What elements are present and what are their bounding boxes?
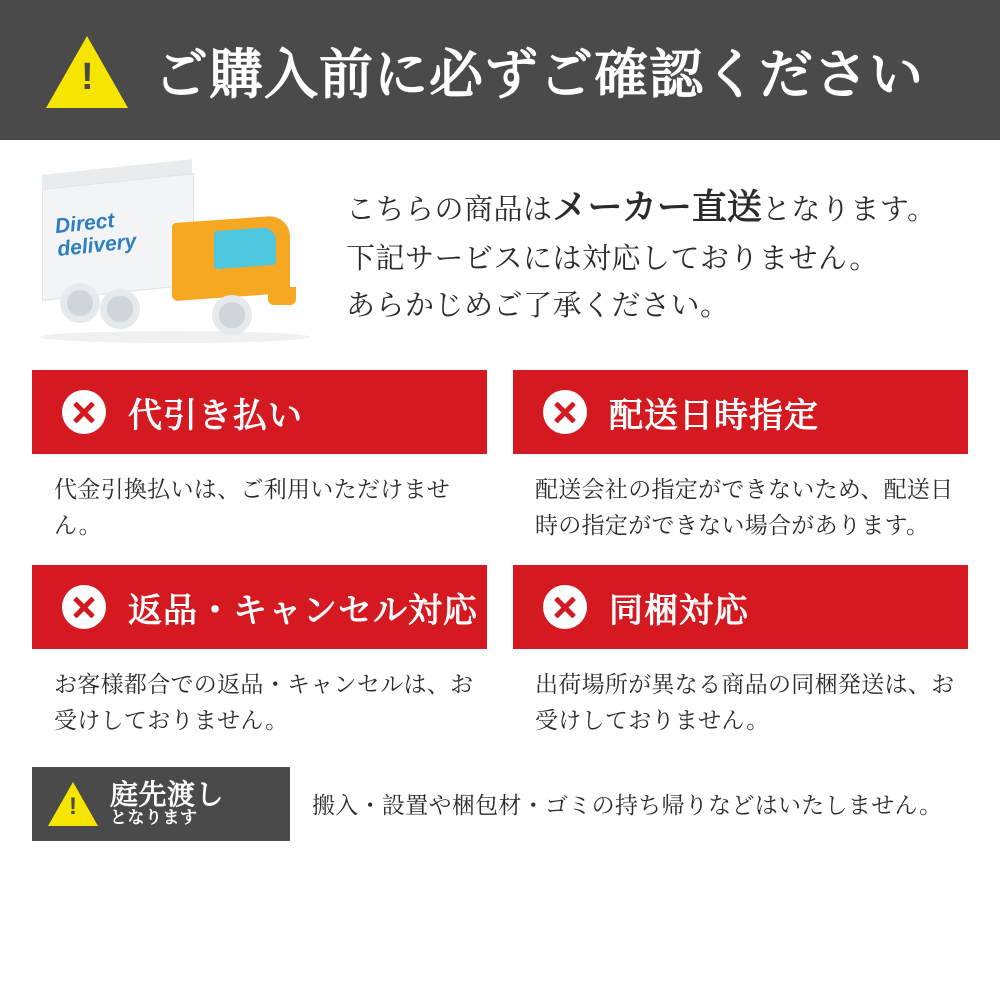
restriction-card: [513, 370, 968, 543]
footer-notice: [32, 767, 968, 841]
intro-text: [346, 180, 937, 331]
warning-triangle-icon: [46, 36, 128, 108]
footer-label-main: 庭先渡し: [110, 778, 225, 810]
intro-line1-suffix: となります。: [761, 193, 937, 226]
restriction-card-title: 同梱対応: [609, 591, 749, 630]
restriction-card-body: 出荷場所が異なる商品の同梱発送は、お受けしておりません。: [535, 671, 955, 733]
restriction-card-body: 代金引換払いは、ご利用いただけません。: [54, 476, 451, 538]
delivery-truck-icon: [32, 155, 332, 355]
truck-wheel: [60, 283, 100, 323]
page-header: [0, 0, 1000, 140]
footer-label-sub: となります: [110, 808, 198, 828]
restriction-card-header: [513, 565, 968, 649]
intro-line-1: [346, 180, 937, 237]
truck-bumper: [268, 287, 296, 305]
page-body: [0, 140, 1000, 1000]
warning-exclamation: !: [81, 56, 94, 98]
intro-section: [32, 140, 968, 370]
footer-label-block: [32, 767, 290, 841]
restriction-card: [32, 370, 487, 543]
restriction-card-body: 配送会社の指定ができないため、配送日時の指定ができない場合があります。: [535, 476, 954, 538]
truck-window: [214, 227, 276, 269]
circle-x-icon: [62, 390, 106, 434]
truck-wheel: [100, 289, 140, 329]
restriction-card-title: 代引き払い: [128, 396, 303, 435]
restriction-card-title: 返品・キャンセル対応: [128, 591, 478, 630]
restriction-card-title: 配送日時指定: [609, 396, 819, 435]
intro-line-3: あらかじめご了承ください。: [346, 290, 730, 323]
circle-x-icon: [543, 390, 587, 434]
warning-exclamation: !: [69, 792, 77, 820]
restriction-card-grid: [32, 370, 968, 761]
truck-label-line1: Direct: [53, 209, 116, 239]
restriction-card: [513, 565, 968, 738]
warning-triangle-icon: [48, 782, 98, 826]
restriction-card-header: [32, 565, 487, 649]
page-title: ご購入前に必ずご確認ください: [154, 44, 924, 105]
truck-label: [54, 207, 138, 261]
truck-wheel: [212, 295, 252, 335]
intro-line-2: 下記サービスには対応しておりません。: [346, 243, 879, 276]
restriction-card-body: お客様都合での返品・キャンセルは、お受けしておりません。: [54, 671, 474, 733]
truck-shadow: [40, 331, 310, 343]
footer-note: 搬入・設置や梱包材・ゴミの持ち帰りなどはいたしません。: [290, 767, 968, 841]
intro-line1-prefix: こちらの商品は: [346, 193, 553, 226]
restriction-card: [32, 565, 487, 738]
circle-x-icon: [543, 585, 587, 629]
restriction-card-header: [513, 370, 968, 454]
circle-x-icon: [62, 585, 106, 629]
footer-label-text: [110, 780, 224, 827]
restriction-card-header: [32, 370, 487, 454]
intro-line1-emphasis: メーカー直送: [552, 187, 762, 227]
truck-label-line2: delivery: [56, 229, 138, 262]
